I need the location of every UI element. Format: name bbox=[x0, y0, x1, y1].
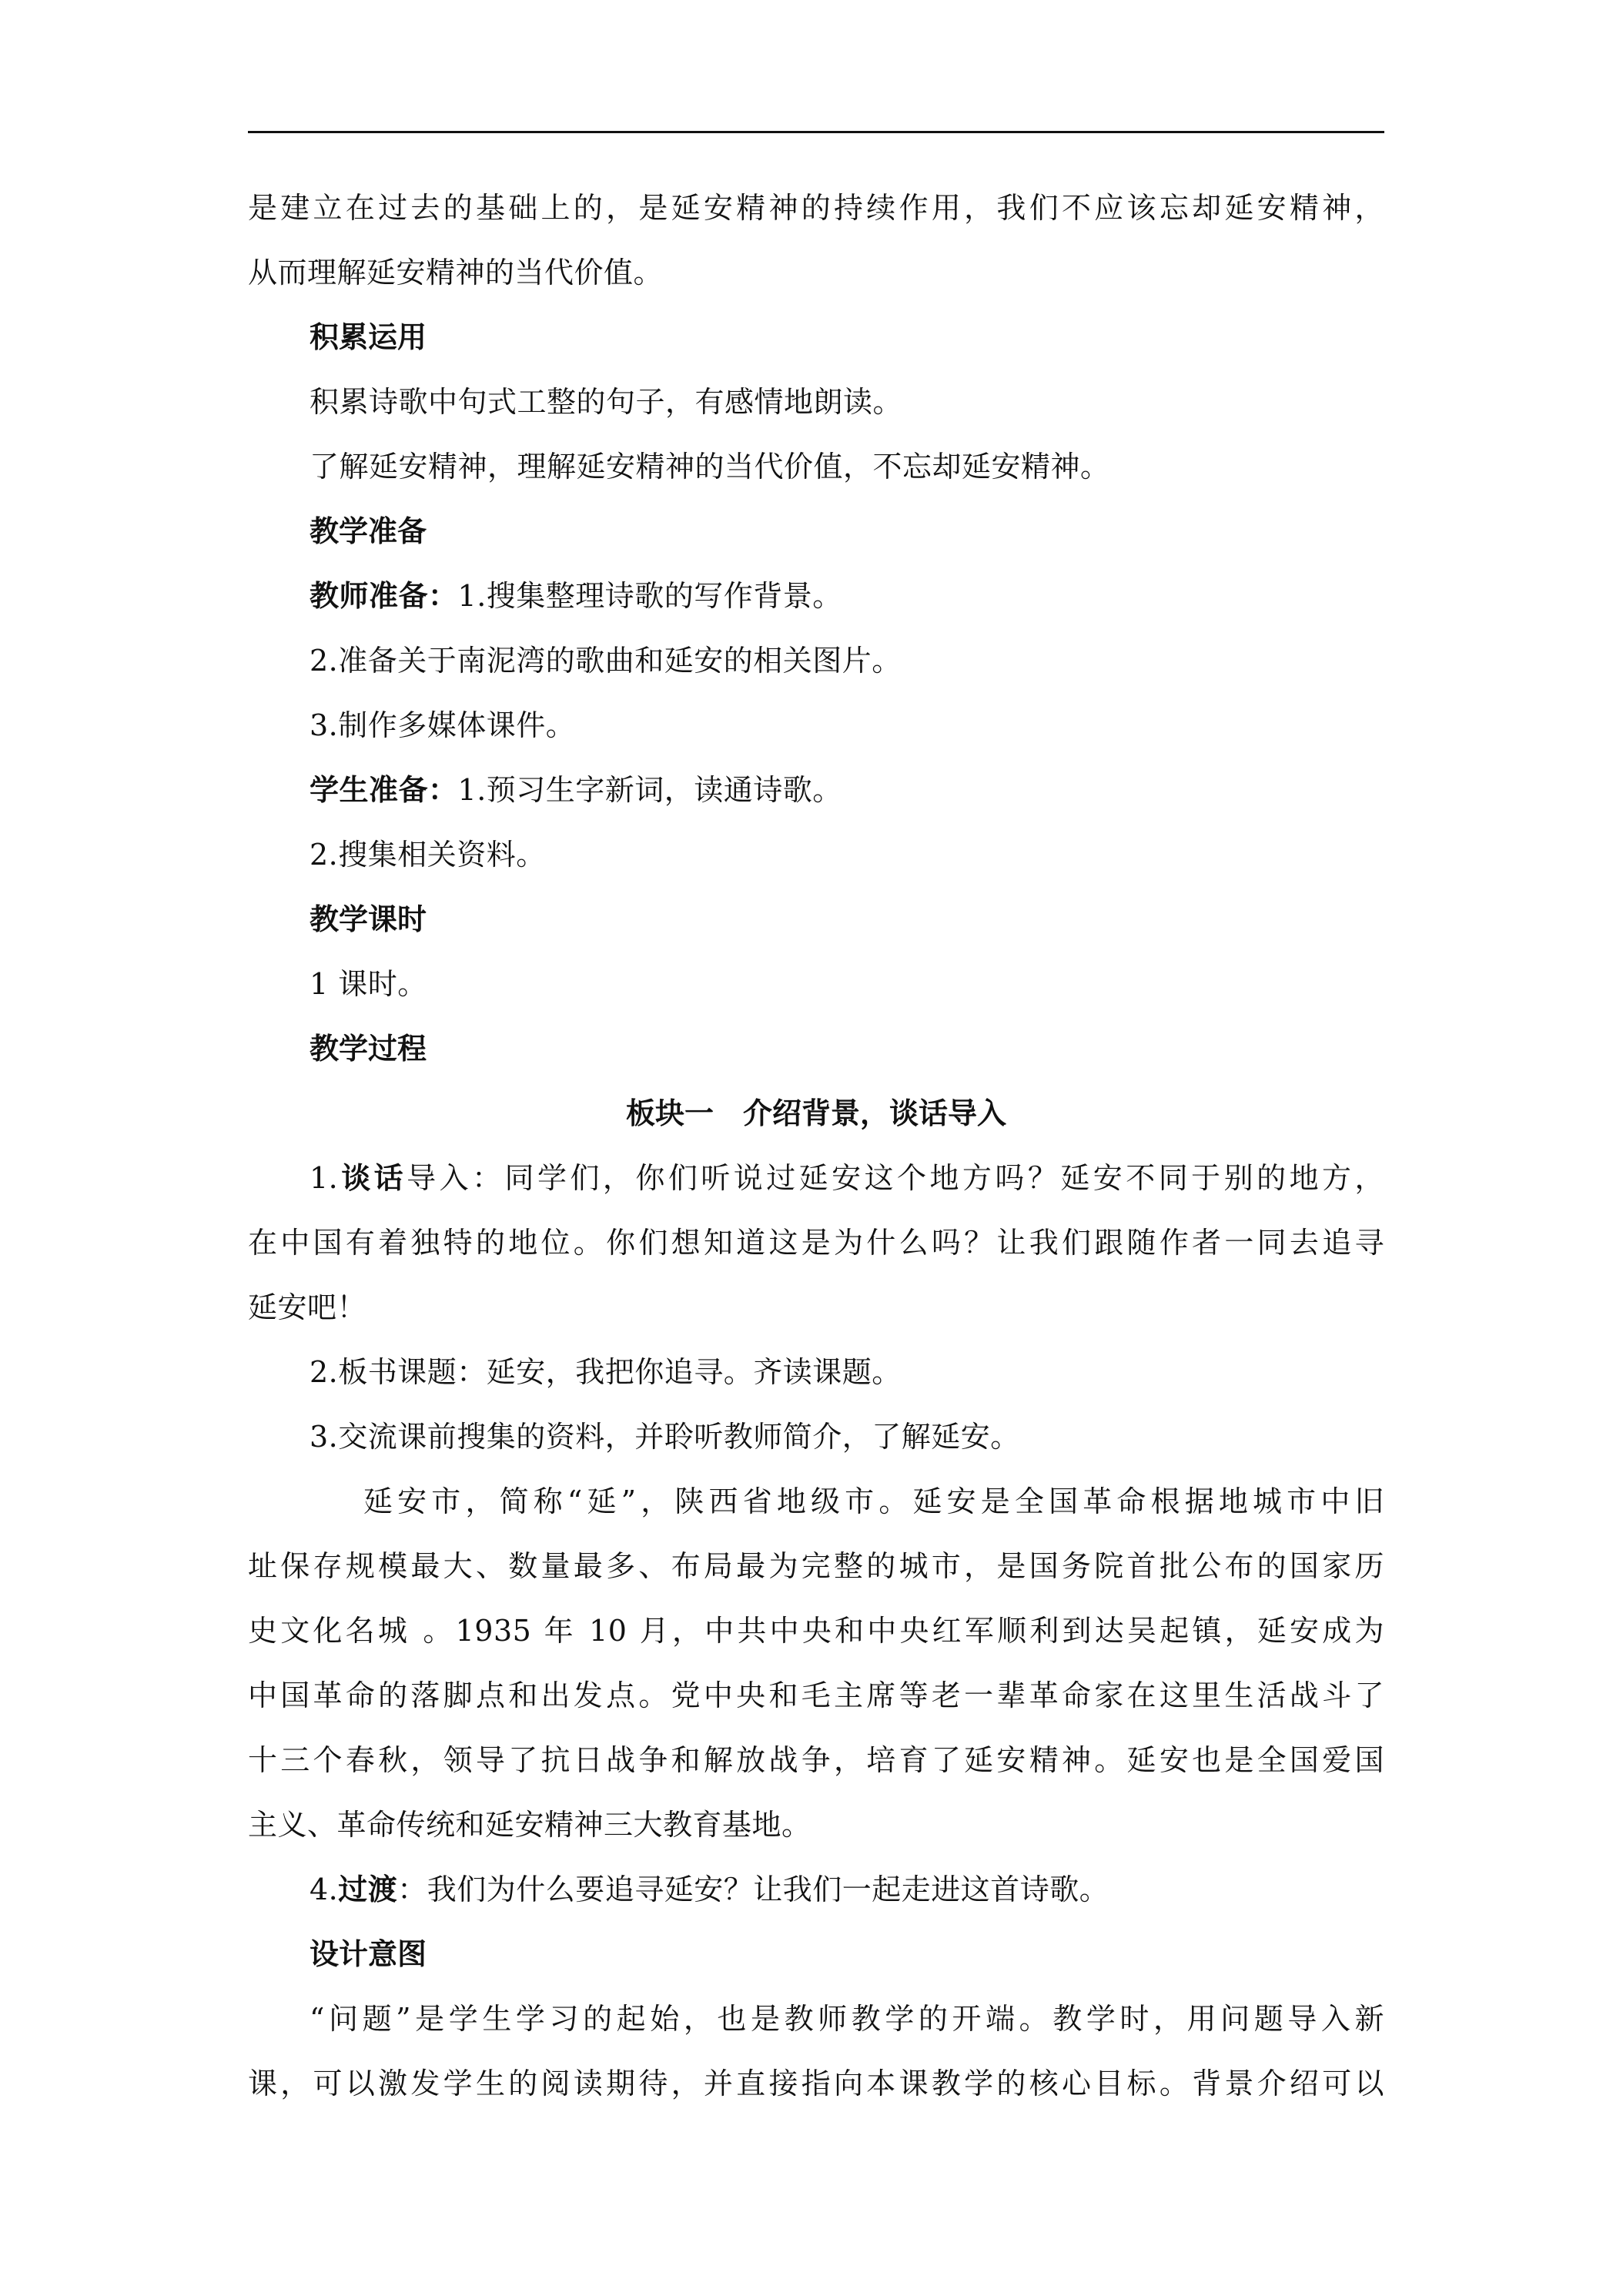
student-item: 2.搜集相关资料。 bbox=[310, 838, 546, 872]
step-4-line bbox=[248, 1857, 1384, 1922]
teacher-item: 2.准备关于南泥湾的歌曲和延安的相关图片。 bbox=[310, 644, 902, 678]
section-heading-accumulation: 积累运用 bbox=[310, 320, 427, 354]
document-body bbox=[248, 176, 1384, 2116]
step-4-number: 4. bbox=[310, 1873, 339, 1906]
teacher-item: 3.制作多媒体课件。 bbox=[310, 708, 576, 742]
intro-line: 主义、革命传统和延安精神三大教育基地。 bbox=[248, 1808, 812, 1842]
step-1-number: 1. bbox=[310, 1161, 339, 1195]
teacher-item: 1.搜集整理诗歌的写作背景。 bbox=[457, 579, 842, 613]
paragraph-line: 延安吧！ bbox=[248, 1290, 367, 1324]
step-3-line: 3.交流课前搜集的资料，并聆听教师简介，了解延安。 bbox=[310, 1420, 1020, 1454]
teacher-preparation-label: 教师准备： bbox=[310, 579, 458, 613]
section-heading-process: 教学过程 bbox=[310, 1032, 427, 1066]
paragraph-line: 积累诗歌中句式工整的句子，有感情地朗读。 bbox=[310, 385, 903, 419]
step-1-label: 谈话 bbox=[338, 1161, 407, 1195]
intro-line: 史文化名城 。1935 年 10 月，中共中央和中央红军顺利到达吴起镇，延安成为 bbox=[248, 1614, 1384, 1648]
step-4-text: ：我们为什么要追寻延安？让我们一起走进这首诗歌。 bbox=[397, 1873, 1109, 1906]
student-item: 1.预习生字新词，读通诗歌。 bbox=[457, 773, 842, 807]
paragraph-line: 在中国有着独特的地位。你们想知道这是为什么吗？让我们跟随作者一同去追寻 bbox=[248, 1226, 1384, 1260]
design-line: 课，可以激发学生的阅读期待，并直接指向本课教学的核心目标。背景介绍可以 bbox=[248, 2067, 1384, 2100]
section-heading-design: 设计意图 bbox=[310, 1937, 427, 1971]
header-rule bbox=[248, 131, 1384, 133]
section-heading-preparation: 教学准备 bbox=[310, 514, 427, 548]
paragraph-line: 从而理解延安精神的当代价值。 bbox=[248, 256, 664, 290]
step-2-line: 2.板书课题：延安，我把你追寻。齐读课题。 bbox=[310, 1355, 902, 1389]
paragraph-line: 了解延安精神，理解延安精神的当代价值，不忘却延安精神。 bbox=[310, 450, 1110, 484]
section-title: 板块一 介绍背景，谈话导入 bbox=[625, 1096, 1006, 1130]
intro-line: 中国革命的落脚点和出发点。党中央和毛主席等老一辈革命家在这里生活战斗了 bbox=[248, 1678, 1384, 1712]
intro-line: 址保存规模最大、数量最多、布局最为完整的城市，是国务院首批公布的国家历 bbox=[248, 1549, 1384, 1583]
student-preparation-line bbox=[248, 758, 1384, 822]
hours-value: 1 课时。 bbox=[310, 967, 427, 1001]
teacher-preparation-line bbox=[248, 564, 1384, 628]
student-preparation-label: 学生准备： bbox=[310, 773, 458, 807]
step-1-text: 导入：同学们，你们听说过延安这个地方吗？延安不同于别的地方， bbox=[407, 1161, 1384, 1195]
section-heading-hours: 教学课时 bbox=[310, 902, 427, 936]
design-line: “问题”是学生学习的起始，也是教师教学的开端。教学时，用问题导入新 bbox=[310, 2002, 1384, 2036]
step-4-label: 过渡 bbox=[338, 1873, 398, 1906]
intro-line: 十三个春秋，领导了抗日战争和解放战争，培育了延安精神。延安也是全国爱国 bbox=[248, 1743, 1384, 1777]
intro-line: 延安市，简称“延”，陕西省地级市。延安是全国革命根据地城市中旧 bbox=[363, 1484, 1384, 1518]
paragraph-line: 是建立在过去的基础上的，是延安精神的持续作用，我们不应该忘却延安精神， bbox=[248, 191, 1384, 225]
step-1-line bbox=[248, 1146, 1384, 1210]
